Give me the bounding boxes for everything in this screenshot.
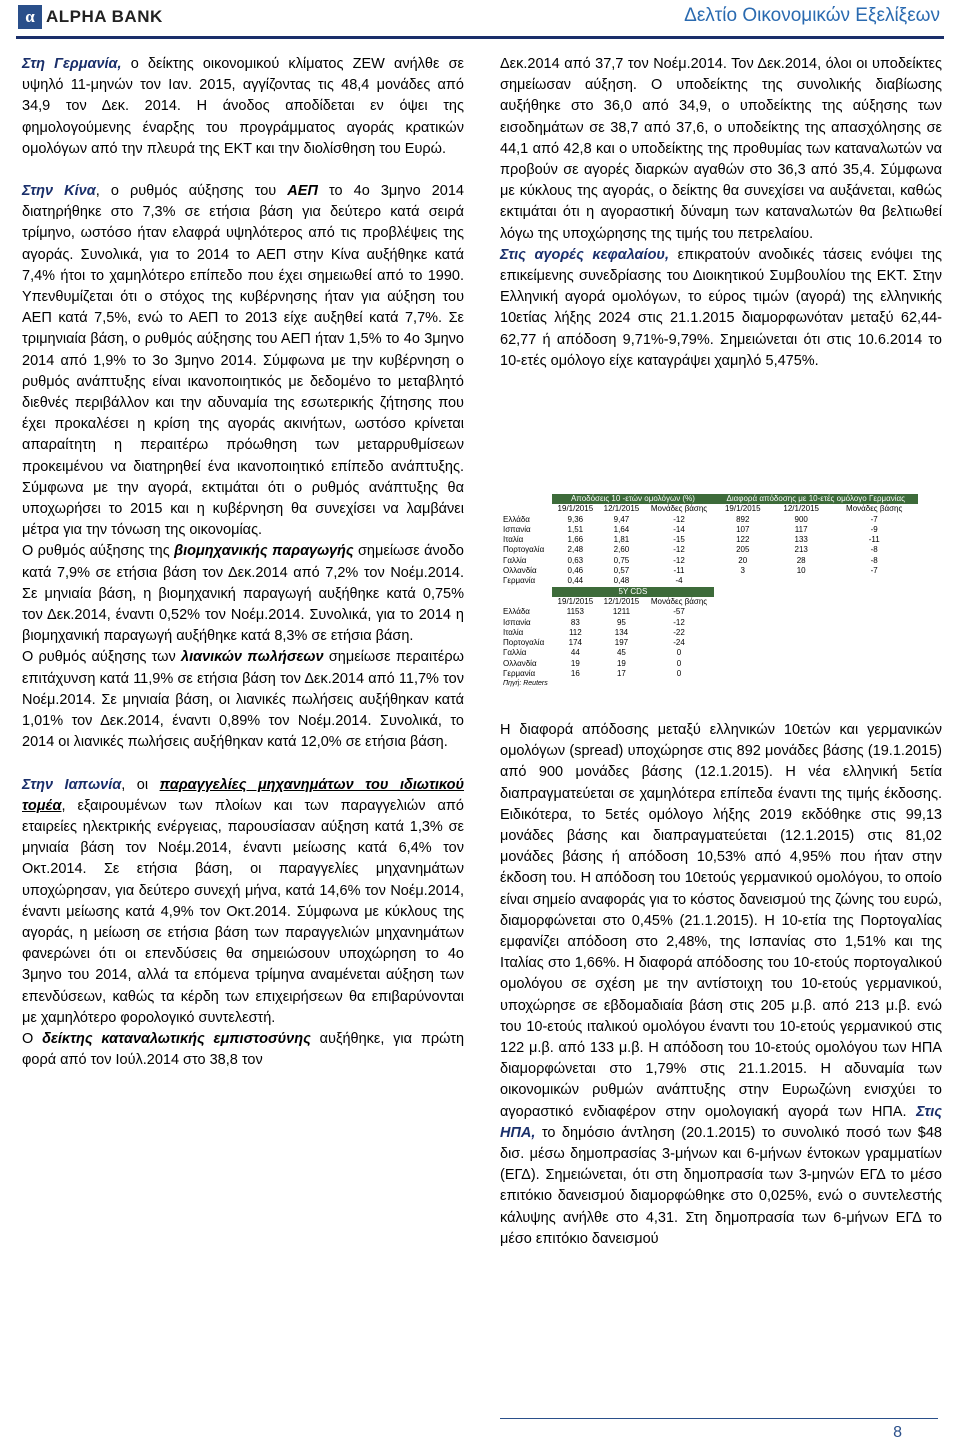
col-header: 12/1/2015 (603, 504, 640, 514)
country-cell: Ελλάδα (503, 514, 530, 524)
country-cell: Ελλάδα (503, 607, 530, 617)
lead-china: Στην Κίνα (22, 183, 96, 200)
value-cell: 205 (736, 545, 750, 555)
page-number: 8 (893, 1424, 902, 1441)
value-cell: -24 (673, 638, 685, 648)
table-header-yields: Αποδόσεις 10 -ετών ομολόγων (%) (552, 494, 713, 504)
value-cell: 19 (616, 658, 626, 668)
col-header: 12/1/2015 (783, 504, 819, 514)
value-cell: 44 (570, 648, 580, 658)
value-cell: -8 (870, 545, 878, 555)
text-china-gdp: ΑΕΠ (287, 183, 318, 200)
country-cell: Γερμανία (503, 669, 536, 679)
value-cell: 1,66 (567, 535, 584, 545)
country-cell: Γαλλία (503, 648, 527, 658)
value-cell: 117 (794, 524, 808, 534)
value-cell: -12 (673, 514, 685, 524)
page-header (0, 0, 960, 34)
col-header: 12/1/2015 (603, 596, 640, 606)
value-cell: -4 (675, 576, 683, 586)
value-cell: -22 (673, 627, 685, 637)
col-header: Μονάδες βάσης (650, 596, 708, 606)
country-cell: Γαλλία (503, 555, 527, 565)
value-cell: -8 (870, 555, 878, 565)
value-cell: 28 (796, 555, 806, 565)
text-japan-b: , εξαιρουμένων των πλοίων και των παραγγελιών από εταιρείες ηλεκτρικής ενέργειας, παρουσίασαν αύξηση κατά 1,3% σε μηνιαία βάση τον Νοέμ.2014, έναντι μείωσης κατά 6,4% τον Οκτ.2014. Σε ετήσια βάση, οι παραγγελίες μηχανημάτων υποχώρησαν, για δεύτερο συνεχή μήνα, κατά 14,6% τον Νοέμ.2014, έναντι μείωσης κατά 4,9% τον Οκτ.2014. Σύμφωνα με κύκλους της αγοράς, η μείωση σε ετήσια βάση των παραγγελιών μηχανημάτων φανερώνει ότι οι επενδύσεις θα σημειώσουν υποχώρηση το 4ο 3μηνο του 2014, αλλά τα επόμενα τρίμηνα αναμένεται αύξηση των επενδύσεων, καθώς τα κέρδη των επιχειρήσεων θα επιβαρύνονται με χαμηλότερο φορολογικό συντελεστή. (22, 797, 464, 1026)
col-header: Μονάδες βάσης (846, 504, 903, 514)
cds-row (500, 648, 918, 658)
text-cons-a: Ο (22, 1030, 43, 1047)
text-ind-b: σημείωσε άνοδο κατά 7,9% σε ετήσια βάση τον Δεκ.2014 από 7,2% τον Νοέμ.2014. Σε μηνιαία βάση, η βιομηχανική παραγωγή αυξήθηκε κατά 0,75% τον Δεκ.2014, έναντι 0,52% τον Νοέμ.2014. Συνολικά, για το 2014 η βιομηχανική παραγωγή αυξήθηκε κατά 8,3% σε ετήσια βάση. (22, 543, 464, 645)
paragraph-consumer-cont: Δεκ.2014 από 37,7 τον Νοέμ.2014. Τον Δεκ.2014, όλοι οι υποδείκτες σημείωσαν αύξηση. Ο υποδείκτης της συνολικής διαβίωσης αυξήθηκε στο 36,0 από 34,9, ο υποδείκτης της αύξησης των εισοδημάτων σε 38,7 από 37,6, ο υποδείκτης της απασχόλησης σε 44,1 από 42,8 και ο υποδείκτης της προθυμίας των καταναλωτών να προβούν σε αγορές διαρκών αγαθών στο 36,3 από 35,4. Σύμφωνα με κύκλους της αγοράς, ο δείκτης θα συνεχίσει να αυξάνεται, καθώς εκτιμάται ότι η αγοραστική δύναμη των καταναλωτών θα βελτιωθεί λόγω της υποχώρησης της τιμής του πετρελαίου. (500, 56, 942, 242)
value-cell: -9 (870, 524, 878, 534)
lead-germany: Στη Γερμανία, (22, 56, 122, 72)
text-ind-a: Ο ρυθμός αύξησης της (22, 543, 175, 560)
value-cell: 892 (736, 514, 750, 524)
text-germany: ο δείκτης οικονομικού κλίματος ZEW ανήλθε σε υψηλό 11-μηνών τον Ιαν. 2015, αγγίζοντας τις 48,4 μονάδες από 34,9 τον Δεκ. 2014. Η άνοδος αποδίδεται εν όψει της φημολογούμενης έναρξης του προγράμματος αγοράς κρατικών ομολόγων από την πλευρά της ΕΚΤ και την διολίσθηση του Ευρώ. (22, 56, 464, 157)
text-ind-em: βιομηχανικής παραγωγής (174, 543, 354, 560)
value-cell: -14 (673, 524, 685, 534)
value-cell (714, 576, 772, 586)
table-row (500, 515, 918, 525)
text-retail-em: λιανικών πωλήσεων (181, 649, 324, 666)
text-china-a: , ο ρυθμός αύξησης του (95, 183, 288, 200)
text-capital-markets: επικρατούν ανοδικές τάσεις ενόψει της επικείμενης συνεδρίασης του Διοικητικού Συμβουλίου της ΕΚΤ. Στην Ελληνική αγορά ομολόγων, το εύρος τιμών (αγορά) της ελληνικής 10ετίας λήξης 2024 στις 21.1.2015 διαμορφωνόταν μεταξύ 62,44-62,77 ή απόδοση 9,71%-9,79%. Σημειώνεται ότι στις 10.6.2014 το 10-ετές ομόλογο είχε καταγράψει χαμηλό 5,475%. (500, 246, 943, 369)
paragraph-capital-markets (500, 245, 942, 372)
bond-yields-table (500, 494, 918, 690)
cds-row (500, 628, 918, 638)
text-retail-b: σημείωσε περαιτέρω επιτάχυνση κατά 11,9% σε ετήσια βάση τον Δεκ.2014 από 11,7% τον Νοέμ.2014. Σε μηνιαία βάση, οι λιανικές πωλήσεις αυξήθηκαν κατά 1,01% τον Δεκ.2014, έναντι 0,89% τον Νοέμ.2014. Συνολικά, το 2014 οι λιανικές πωλήσεις αυξήθηκαν κατά 12,0% σε ετήσια βάση. (22, 649, 464, 751)
country-cell: Γερμανία (503, 576, 536, 586)
header-rule (16, 36, 944, 39)
text-retail-a: Ο ρυθμός αύξησης των (22, 649, 181, 666)
value-cell: 0 (676, 658, 682, 668)
value-cell: 10 (796, 566, 806, 576)
country-cell: Ολλανδία (503, 566, 537, 576)
table-row (500, 566, 918, 576)
value-cell: 3 (740, 566, 745, 576)
value-cell: 1,64 (613, 524, 630, 534)
table-row (500, 545, 918, 555)
text-china-b: το 4ο 3μηνο 2014 διατηρήθηκε στο 7,3% σε ετήσια βάση για δεύτερο κατά σειρά τρίμηνο, ωστόσο ήταν ελαφρά υψηλότερος από τις προβλέψεις της αγοράς. Συνολικά, για το 2014 το ΑΕΠ στην Κίνα αυξήθηκε κατά 7,4% ήτοι το χαμηλότερο επίπεδο που έχει σημειωθεί από το 1990. Υπενθυμίζεται ότι ο στόχος της κυβέρνησης ήταν για αύξηση του ΑΕΠ κατά 7,5%, ενώ το ΑΕΠ το 2013 είχε αυξηθεί κατά 7,7%. Σε τριμηνιαία βάση, ο ρυθμός αύξησης του ΑΕΠ ήταν 1,5% το 4ο 3μηνο 2014 από 1,9% το 3ο 3μηνο 2014. Σύμφωνα με την κυβέρνηση ο ρυθμός ανάπτυξης είναι ικανοποιητικός με δεδομένο το μεταβλητό διεθνές περιβάλλον και την αδυναμία της εσωτερικής ζήτησης που έχει προκαλέσει η κρίση της αγοράς ακινήτων, ωστόσο κρίνεται απαραίτητη η περαιτέρω πρόωθηση των μεταρρυθμίσεων προκειμένου να διατηρηθεί ένα ικανοποιητικό επίπεδο ανάπτυξης. Σύμφωνα με την αγορά, εκτιμάται ότι ο ρυθμός ανάπτυξης θα υποχωρήσει το 2015 και η κυβέρνηση θα συνεχίσει να λαμβάνει μέτρα για την τόνωση της οικονομίας. (22, 183, 464, 539)
text-japan-em: παραγγελίες μηχανημάτων του ιδιωτικού τομέα (22, 776, 465, 814)
lead-usa: Στις ΗΠΑ, (500, 1103, 942, 1141)
country-cell: Ισπανία (503, 524, 531, 534)
value-cell: 0,75 (613, 555, 630, 565)
cds-row (500, 638, 918, 648)
spread-paragraph (500, 720, 942, 1250)
value-cell: 0 (676, 648, 682, 658)
value-cell: 0,46 (567, 566, 584, 576)
text-spread-a: Η διαφορά απόδοσης μεταξύ ελληνικών 10ετών και γερμανικών ομολόγων (spread) υποχώρησε στις 892 μονάδες βάσης (19.1.2015) από 900 μονάδες βάσης (12.1.2015). Η νέα ελληνική 5ετία διαπραγματεύεται σε χαμηλότερα επίπεδα έναντι της τιμής έκδοσης. Ειδικότερα, το 5ετές ομόλογο λήξης 2019 εκδόθηκε στις 99,13 μονάδες βάσης και διαπραγματεύεται (12.1.2015) στις 81,02 μονάδες βάσης ή απόδοση 10,53% από 4,95% που ήταν στην έκδοση του. Η απόδοση του 10ετούς γερμανικού ομολόγου, το οποίο είναι σημείο αναφοράς για το κόστος δανεισμού της ζώνης του ευρώ, διαμορφώνεται στο 0,45% (21.1.2015). Η 10-ετία της Πορτογαλίας εμφανίζει απόδοση στο 2,48%, της Ισπανίας στο 1,51% και της Ιταλίας στο 1,66%. Η διαφορά απόδοσης του 10-ετούς πορτογαλικού ομολόγου σε σχέση με την αντίστοιχη του 10-ετούς γερμανικού, υποχώρησε σε εβδομαδιαία βάση στις 205 μ.β. από 213 μ.β. ενώ του 10-ετούς ιταλικού ομολόγου έναντι του 10-ετούς γερμανικού στις 122 μ.β. από 133 μ.β. Η απόδοση του 10-ετούς ομολόγου των ΗΠΑ διαμορφώνεται στο 1,79% στις 21.1.2015. Η αδυναμία των οικονομικών ρυθμών ανάπτυξης στην Ευρωζώνη ενισχύει το αγοραστικό ενδιαφέρον στην ομολογιακή αγορά των ΗΠΑ. (500, 722, 942, 1120)
text-cons-b: αυξήθηκε, για πρώτη φορά από τον Ιούλ.2014 στο 38,8 τον (22, 1030, 465, 1069)
col-header: 19/1/2015 (724, 504, 761, 514)
cds-column-header-row (500, 597, 918, 607)
value-cell: 19 (570, 658, 580, 668)
col-header: 19/1/2015 (557, 596, 594, 606)
alpha-logo-icon: α (18, 5, 42, 29)
paragraph-consumer (22, 1029, 464, 1071)
text-spread-b: το δημόσιο άντληση (20.1.2015) το συνολικό ποσό των $48 δισ. μέσω δημοπρασίας 3-μήνων και 6-μήνων έντοκων γραμματίων (ΕΓΔ). Σημειώνεται, ότι στη δημοπρασία των 3-μηνών ΕΓΔ το μέσο επιτόκιο δανεισμού διαμορφώθηκε στο 0,025%, ενώ ο συντελεστής κάλυψης ανήλθε στο 4,31. Στη δημοπρασία των 6-μήνων ΕΓΔ το μέσο επιτόκιο δανεισμού (500, 1124, 942, 1247)
value-cell: -11 (673, 566, 685, 576)
value-cell: 1153 (566, 607, 584, 617)
value-cell: 0 (676, 669, 682, 679)
country-cell: Ιταλία (503, 627, 524, 637)
cds-row (500, 669, 918, 679)
cds-title: 5Y CDS (552, 587, 713, 597)
country-cell: Ισπανία (503, 617, 531, 627)
table-source: Πηγή: Reuters (503, 680, 548, 688)
alpha-bank-logo (18, 4, 163, 30)
value-cell: 45 (616, 648, 626, 658)
value-cell: 112 (568, 627, 582, 637)
value-cell: 83 (570, 617, 580, 627)
logo-text: ALPHA BANK (46, 7, 163, 26)
value-cell: 1,51 (567, 524, 584, 534)
table-column-header-row (500, 504, 918, 514)
value-cell: -15 (673, 535, 685, 545)
cds-row (500, 607, 918, 617)
value-cell: 9,36 (567, 514, 584, 524)
cds-row (500, 659, 918, 669)
value-cell: 9,47 (613, 514, 630, 524)
paragraph-china (22, 181, 464, 541)
value-cell: 17 (616, 669, 626, 679)
value-cell: 0,48 (613, 576, 630, 586)
value-cell: 0,44 (567, 576, 584, 586)
value-cell: 2,60 (613, 545, 630, 555)
value-cell: 133 (794, 535, 808, 545)
country-cell: Ιταλία (503, 535, 524, 545)
paragraph-retail (22, 647, 464, 753)
text-cons-em: δείκτης καταναλωτικής εμπιστοσύνης (42, 1030, 311, 1047)
value-cell: 1211 (612, 607, 631, 617)
left-column (22, 54, 464, 1071)
lead-japan: Στην Ιαπωνία (22, 776, 122, 793)
value-cell: 213 (794, 545, 808, 555)
value-cell: 0,63 (567, 555, 584, 565)
value-cell: 20 (738, 555, 748, 565)
footer-rule (500, 1418, 938, 1419)
document-title: Δελτίο Οικονομικών Εξελίξεων (684, 5, 940, 26)
value-cell: -7 (870, 514, 878, 524)
value-cell (772, 576, 830, 586)
value-cell (830, 576, 918, 586)
cds-row (500, 618, 918, 628)
value-cell: -7 (870, 566, 878, 576)
value-cell: -12 (673, 545, 685, 555)
text-japan-a: , οι (121, 776, 160, 793)
paragraph-germany (22, 54, 464, 160)
col-header: 19/1/2015 (557, 504, 594, 514)
value-cell: 197 (614, 638, 629, 648)
table-header-spread: Διαφορά απόδοσης με 10-ετές ομόλογο Γερμανίας (714, 494, 918, 504)
lead-capital-markets: Στις αγορές κεφαλαίου, (500, 246, 670, 263)
value-cell: 1,81 (613, 535, 630, 545)
value-cell: 16 (570, 669, 580, 679)
value-cell: 900 (794, 514, 808, 524)
paragraph-japan (22, 775, 464, 1029)
paragraph-industrial (22, 541, 464, 647)
table-row (500, 535, 918, 545)
value-cell: 95 (616, 617, 626, 627)
value-cell: 122 (736, 535, 750, 545)
table-row (500, 556, 918, 566)
value-cell: -12 (673, 617, 685, 627)
value-cell: -57 (673, 607, 685, 617)
value-cell: 134 (614, 627, 629, 637)
table-row (500, 576, 918, 586)
value-cell: -12 (673, 555, 685, 565)
country-cell: Πορτογαλία (503, 545, 545, 555)
table-row (500, 525, 918, 535)
right-column (500, 54, 942, 372)
value-cell: 2,48 (567, 545, 584, 555)
value-cell: 107 (736, 524, 750, 534)
country-cell: Πορτογαλία (503, 638, 545, 648)
value-cell: 174 (568, 638, 583, 648)
col-header: Μονάδες βάσης (650, 504, 708, 514)
value-cell: 0,57 (613, 566, 630, 576)
country-cell: Ολλανδία (503, 658, 537, 668)
value-cell: -11 (868, 535, 880, 545)
